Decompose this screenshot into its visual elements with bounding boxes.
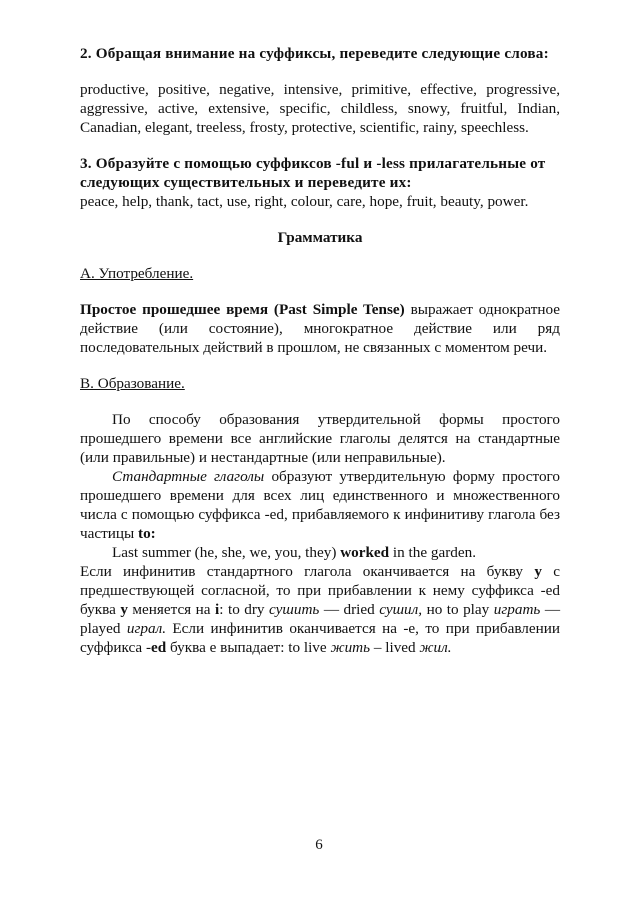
exercise-3-heading: 3. Образуйте с помощью суффиксов -ful и -less прилагательные от следующих существительных и переведите их:	[80, 155, 546, 191]
section-a-text: выражает однократное действие (или состояние), многократное действие или ряд последовательных действий в прошлом, не связанных с моментом речи.	[80, 301, 560, 356]
document-page	[80, 44, 560, 657]
section-a-paragraph	[80, 300, 560, 357]
past-simple-term: Простое прошедшее время (Past Simple Tense)	[80, 301, 405, 318]
grammar-title: Грамматика	[277, 229, 363, 246]
section-b-paragraph-3: Если инфинитив стандартного глагола оканчивается на букву у с предшествующей согласной, то при прибавлении к нему суффикса -ed буква у меняется на i: to dry сушить — dried сушил, но to play играть — played играл. Если инфинитив оканчивается на -е, то при прибавлении суффикса -ed буква е выпадает: to live жить – lived жил.	[80, 563, 561, 656]
section-b-title: В. Образование.	[80, 375, 185, 392]
exercise-3-words: peace, help, thank, tact, use, right, colour, care, hope, fruit, beauty, power.	[80, 193, 529, 210]
exercise-2-heading: 2. Обращая внимание на суффиксы, переведите следующие слова:	[80, 45, 549, 62]
exercise-2-words: productive, positive, negative, intensive, primitive, effective, progressive, aggressive, active, extensive, specific, childless, snowy, fruitful, Indian, Canadian, elegant, treeless, frosty, protective, scientific, rainy, speechless.	[80, 81, 560, 136]
page-number: 6	[315, 837, 323, 853]
section-b-paragraph-2: Стандартные глаголы образуют утвердительную форму простого прошедшего времени для всех лиц единственного и множественного числа с помощью суффикса -ed, прибавляемого к инфинитиву глагола без частицы to:	[80, 468, 560, 542]
section-b-paragraph-1: По способу образования утвердительной формы простого прошедшего времени все английские глаголы делятся на стандартные (или правильные) и нестандартные (или неправильные).	[80, 411, 560, 466]
example-sentence: Last summer (he, she, we, you, they) worked in the garden.	[112, 544, 477, 561]
worked-word: worked	[340, 544, 390, 561]
section-a-title: А. Употребление.	[80, 265, 194, 282]
to-particle: to:	[138, 525, 156, 542]
standard-verbs-term: Стандартные глаголы	[112, 468, 265, 485]
